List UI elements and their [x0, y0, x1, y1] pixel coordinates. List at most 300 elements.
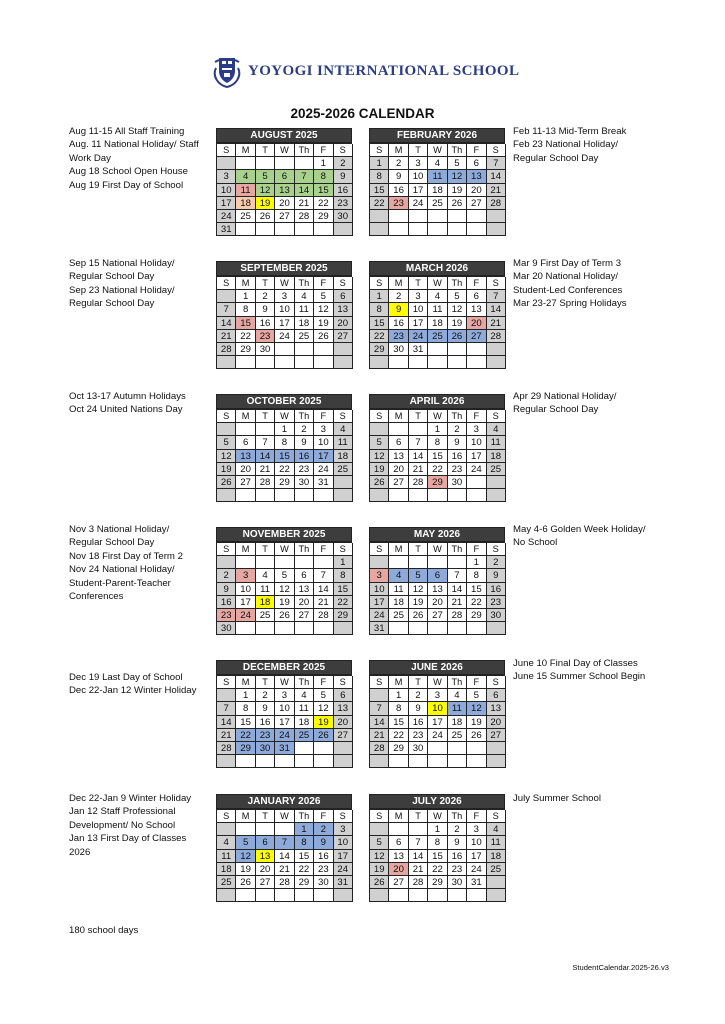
day-cell: 24 — [409, 330, 428, 343]
empty-cell — [275, 622, 294, 635]
empty-cell — [448, 489, 467, 502]
empty-cell — [370, 223, 389, 236]
day-cell: 30 — [217, 622, 236, 635]
day-cell: 27 — [467, 197, 486, 210]
day-cell: 17 — [217, 197, 236, 210]
day-cell: 10 — [467, 836, 486, 849]
day-cell: 17 — [314, 450, 333, 463]
empty-cell — [428, 489, 447, 502]
day-header: T — [409, 543, 428, 556]
empty-cell — [389, 489, 408, 502]
day-cell: 11 — [389, 583, 408, 596]
day-cell: 4 — [428, 157, 447, 170]
day-cell: 9 — [256, 303, 275, 316]
day-header: W — [428, 810, 447, 823]
day-cell: 5 — [236, 836, 255, 849]
day-cell: 25 — [295, 330, 314, 343]
day-cell: 23 — [334, 197, 353, 210]
day-cell: 25 — [428, 330, 447, 343]
empty-cell — [217, 157, 236, 170]
day-cell: 14 — [487, 303, 506, 316]
notes-may: May 4-6 Golden Week Holiday/ No School — [513, 524, 646, 549]
notes-december: Dec 19 Last Day of School Dec 22-Jan 12 Winter Holiday — [69, 672, 197, 697]
day-cell: 15 — [428, 850, 447, 863]
school-logo — [212, 54, 519, 88]
day-cell: 12 — [236, 850, 255, 863]
day-cell: 30 — [409, 742, 428, 755]
empty-cell — [295, 489, 314, 502]
empty-cell — [487, 476, 506, 489]
day-cell: 23 — [448, 463, 467, 476]
day-cell: 13 — [389, 850, 408, 863]
day-cell: 20 — [295, 596, 314, 609]
day-cell: 6 — [275, 170, 294, 183]
empty-cell — [409, 823, 428, 836]
empty-cell — [370, 423, 389, 436]
day-cell: 10 — [275, 702, 294, 715]
school-name: YOYOGI INTERNATIONAL SCHOOL — [248, 62, 520, 79]
day-cell: 14 — [217, 317, 236, 330]
month-grid — [369, 675, 505, 768]
day-cell: 23 — [389, 197, 408, 210]
day-header: Th — [448, 410, 467, 423]
day-cell: 7 — [409, 436, 428, 449]
day-cell: 10 — [370, 583, 389, 596]
day-cell: 6 — [428, 569, 447, 582]
empty-cell — [428, 356, 447, 369]
day-header: S — [334, 277, 353, 290]
day-cell: 27 — [236, 476, 255, 489]
empty-cell — [334, 742, 353, 755]
day-cell: 15 — [428, 450, 447, 463]
day-cell: 21 — [370, 729, 389, 742]
day-header: S — [217, 410, 236, 423]
empty-cell — [448, 356, 467, 369]
day-cell: 15 — [275, 450, 294, 463]
day-header: M — [236, 543, 255, 556]
day-cell: 13 — [256, 850, 275, 863]
month-title: MARCH 2026 — [369, 261, 505, 276]
day-header: M — [236, 277, 255, 290]
day-cell: 17 — [467, 450, 486, 463]
day-header: F — [314, 410, 333, 423]
month-grid — [369, 276, 505, 369]
empty-cell — [295, 343, 314, 356]
day-cell: 19 — [409, 596, 428, 609]
day-header: T — [409, 810, 428, 823]
empty-cell — [389, 622, 408, 635]
day-cell: 8 — [467, 569, 486, 582]
day-header: F — [314, 144, 333, 157]
day-cell: 24 — [428, 729, 447, 742]
day-header: F — [314, 543, 333, 556]
day-cell: 30 — [256, 742, 275, 755]
empty-cell — [275, 889, 294, 902]
empty-cell — [236, 223, 255, 236]
empty-cell — [409, 622, 428, 635]
day-header: W — [275, 676, 294, 689]
empty-cell — [409, 223, 428, 236]
day-cell: 9 — [334, 170, 353, 183]
day-cell: 15 — [389, 716, 408, 729]
day-cell: 22 — [428, 863, 447, 876]
day-cell: 7 — [448, 569, 467, 582]
day-cell: 21 — [256, 463, 275, 476]
day-header: F — [467, 543, 486, 556]
day-header: S — [370, 676, 389, 689]
day-header: Th — [448, 144, 467, 157]
empty-cell — [467, 210, 486, 223]
month-title: DECEMBER 2025 — [216, 660, 352, 675]
day-cell: 31 — [314, 476, 333, 489]
notes-january: Dec 22-Jan 9 Winter Holiday Jan 12 Staff Professional Development/ No School Jan 13 First Day of Classes 2026 — [69, 793, 192, 858]
day-cell: 18 — [236, 197, 255, 210]
day-cell: 20 — [334, 716, 353, 729]
day-cell: 28 — [487, 197, 506, 210]
day-cell: 3 — [467, 423, 486, 436]
month-title: NOVEMBER 2025 — [216, 527, 352, 542]
day-cell: 9 — [448, 836, 467, 849]
day-header: M — [389, 543, 408, 556]
empty-cell — [256, 356, 275, 369]
day-cell: 26 — [256, 210, 275, 223]
empty-cell — [487, 223, 506, 236]
day-cell: 23 — [409, 729, 428, 742]
day-cell: 16 — [448, 850, 467, 863]
day-cell: 10 — [467, 436, 486, 449]
empty-cell — [295, 223, 314, 236]
day-cell: 8 — [428, 836, 447, 849]
day-cell: 11 — [487, 836, 506, 849]
day-cell: 28 — [409, 476, 428, 489]
day-cell: 15 — [334, 583, 353, 596]
month-grid — [216, 675, 352, 768]
day-cell: 25 — [334, 463, 353, 476]
month-grid — [369, 143, 505, 236]
day-cell: 2 — [448, 423, 467, 436]
day-cell: 21 — [217, 330, 236, 343]
day-cell: 8 — [334, 569, 353, 582]
day-cell: 27 — [487, 729, 506, 742]
day-cell: 30 — [448, 876, 467, 889]
empty-cell — [448, 742, 467, 755]
empty-cell — [487, 489, 506, 502]
day-cell: 6 — [467, 157, 486, 170]
day-header: T — [409, 277, 428, 290]
month-title: SEPTEMBER 2025 — [216, 261, 352, 276]
day-cell: 28 — [217, 742, 236, 755]
day-header: Th — [448, 543, 467, 556]
day-cell: 14 — [487, 170, 506, 183]
month-june-2026 — [369, 660, 505, 768]
day-cell: 11 — [236, 184, 255, 197]
day-cell: 19 — [217, 463, 236, 476]
day-cell: 10 — [334, 836, 353, 849]
notes-august: Aug 11-15 All Staff Training Aug. 11 National Holiday/ Staff Work Day Aug 18 School Open House Aug 19 First Day of School — [69, 126, 199, 191]
day-header: Th — [295, 543, 314, 556]
empty-cell — [487, 889, 506, 902]
day-cell: 29 — [467, 609, 486, 622]
empty-cell — [370, 823, 389, 836]
day-header: W — [428, 676, 447, 689]
day-cell: 11 — [448, 702, 467, 715]
empty-cell — [487, 876, 506, 889]
month-title: AUGUST 2025 — [216, 128, 352, 143]
day-cell: 27 — [334, 729, 353, 742]
empty-cell — [236, 889, 255, 902]
day-header: T — [409, 144, 428, 157]
month-october-2025 — [216, 394, 352, 502]
day-cell: 1 — [467, 556, 486, 569]
day-cell: 12 — [370, 850, 389, 863]
empty-cell — [428, 742, 447, 755]
day-cell: 20 — [389, 463, 408, 476]
day-cell: 28 — [487, 330, 506, 343]
day-cell: 27 — [295, 609, 314, 622]
day-cell: 7 — [487, 157, 506, 170]
month-grid — [369, 542, 505, 635]
day-cell: 19 — [467, 716, 486, 729]
day-cell: 4 — [334, 423, 353, 436]
day-cell: 31 — [370, 622, 389, 635]
day-cell: 1 — [275, 423, 294, 436]
day-cell: 17 — [428, 716, 447, 729]
empty-cell — [389, 889, 408, 902]
day-cell: 11 — [256, 583, 275, 596]
day-cell: 9 — [314, 836, 333, 849]
day-cell: 5 — [448, 290, 467, 303]
day-cell: 3 — [217, 170, 236, 183]
day-cell: 14 — [409, 450, 428, 463]
day-cell: 19 — [448, 317, 467, 330]
month-august-2025 — [216, 128, 352, 236]
day-cell: 10 — [275, 303, 294, 316]
day-cell: 8 — [370, 170, 389, 183]
day-cell: 9 — [295, 436, 314, 449]
day-header: F — [467, 277, 486, 290]
day-cell: 17 — [334, 850, 353, 863]
empty-cell — [467, 476, 486, 489]
day-header: F — [467, 810, 486, 823]
day-cell: 22 — [370, 197, 389, 210]
day-header: Th — [295, 810, 314, 823]
empty-cell — [370, 356, 389, 369]
empty-cell — [334, 356, 353, 369]
day-cell: 5 — [217, 436, 236, 449]
day-header: S — [334, 410, 353, 423]
day-cell: 30 — [295, 476, 314, 489]
day-cell: 29 — [370, 343, 389, 356]
month-title: JANUARY 2026 — [216, 794, 352, 809]
empty-cell — [334, 889, 353, 902]
day-cell: 25 — [295, 729, 314, 742]
day-cell: 28 — [448, 609, 467, 622]
day-header: W — [428, 410, 447, 423]
day-cell: 19 — [448, 184, 467, 197]
day-cell: 31 — [275, 742, 294, 755]
day-cell: 22 — [389, 729, 408, 742]
day-cell: 5 — [467, 689, 486, 702]
day-cell: 6 — [334, 290, 353, 303]
empty-cell — [467, 755, 486, 768]
day-cell: 19 — [236, 863, 255, 876]
day-cell: 22 — [314, 197, 333, 210]
empty-cell — [409, 356, 428, 369]
day-cell: 17 — [275, 716, 294, 729]
day-cell: 21 — [487, 317, 506, 330]
day-cell: 7 — [256, 436, 275, 449]
empty-cell — [275, 556, 294, 569]
empty-cell — [428, 556, 447, 569]
empty-cell — [236, 622, 255, 635]
day-cell: 13 — [236, 450, 255, 463]
month-title: MAY 2026 — [369, 527, 505, 542]
day-header: F — [314, 676, 333, 689]
empty-cell — [389, 755, 408, 768]
empty-cell — [389, 423, 408, 436]
empty-cell — [295, 755, 314, 768]
notes-july: July Summer School — [513, 793, 601, 804]
day-header: T — [256, 144, 275, 157]
day-cell: 19 — [314, 716, 333, 729]
day-cell: 3 — [275, 689, 294, 702]
empty-cell — [217, 755, 236, 768]
day-cell: 1 — [334, 556, 353, 569]
day-cell: 5 — [370, 836, 389, 849]
day-cell: 22 — [236, 729, 255, 742]
school-crest-icon — [212, 54, 242, 88]
day-header: S — [487, 277, 506, 290]
day-cell: 6 — [295, 569, 314, 582]
day-cell: 11 — [334, 436, 353, 449]
empty-cell — [428, 755, 447, 768]
empty-cell — [256, 622, 275, 635]
day-cell: 1 — [370, 157, 389, 170]
empty-cell — [217, 356, 236, 369]
day-cell: 6 — [487, 689, 506, 702]
day-cell: 8 — [295, 836, 314, 849]
month-title: JUNE 2026 — [369, 660, 505, 675]
day-cell: 3 — [236, 569, 255, 582]
day-header: S — [334, 810, 353, 823]
empty-cell — [467, 622, 486, 635]
day-cell: 20 — [467, 317, 486, 330]
day-header: W — [275, 277, 294, 290]
day-header: Th — [295, 410, 314, 423]
day-header: T — [256, 410, 275, 423]
empty-cell — [467, 489, 486, 502]
empty-cell — [448, 622, 467, 635]
day-cell: 22 — [275, 463, 294, 476]
day-cell: 13 — [467, 303, 486, 316]
empty-cell — [334, 755, 353, 768]
day-cell: 2 — [389, 290, 408, 303]
day-cell: 2 — [217, 569, 236, 582]
day-cell: 14 — [256, 450, 275, 463]
day-header: W — [275, 810, 294, 823]
day-cell: 14 — [275, 850, 294, 863]
notes-june: June 10 Final Day of Classes June 15 Summer School Begin — [513, 658, 646, 683]
day-cell: 24 — [275, 729, 294, 742]
empty-cell — [448, 889, 467, 902]
month-january-2026 — [216, 794, 352, 902]
day-cell: 8 — [236, 702, 255, 715]
day-cell: 12 — [217, 450, 236, 463]
day-cell: 21 — [295, 197, 314, 210]
empty-cell — [295, 622, 314, 635]
day-cell: 16 — [448, 450, 467, 463]
day-cell: 14 — [409, 850, 428, 863]
day-cell: 6 — [334, 689, 353, 702]
month-december-2025 — [216, 660, 352, 768]
day-cell: 20 — [487, 716, 506, 729]
empty-cell — [448, 755, 467, 768]
empty-cell — [256, 489, 275, 502]
day-cell: 7 — [295, 170, 314, 183]
day-cell: 20 — [428, 596, 447, 609]
month-title: FEBRUARY 2026 — [369, 128, 505, 143]
empty-cell — [275, 157, 294, 170]
day-cell: 11 — [487, 436, 506, 449]
day-header: S — [334, 144, 353, 157]
day-cell: 4 — [295, 689, 314, 702]
day-cell: 13 — [487, 702, 506, 715]
day-header: W — [428, 277, 447, 290]
empty-cell — [448, 210, 467, 223]
empty-cell — [236, 356, 255, 369]
day-cell: 16 — [256, 317, 275, 330]
day-cell: 3 — [409, 290, 428, 303]
day-cell: 8 — [236, 303, 255, 316]
empty-cell — [217, 889, 236, 902]
day-cell: 4 — [487, 823, 506, 836]
day-cell: 8 — [314, 170, 333, 183]
day-cell: 2 — [334, 157, 353, 170]
day-cell: 14 — [314, 583, 333, 596]
day-cell: 1 — [295, 823, 314, 836]
empty-cell — [467, 356, 486, 369]
day-cell: 31 — [217, 223, 236, 236]
day-cell: 4 — [256, 569, 275, 582]
day-cell: 10 — [409, 303, 428, 316]
empty-cell — [334, 223, 353, 236]
day-cell: 20 — [389, 863, 408, 876]
day-cell: 21 — [217, 729, 236, 742]
day-header: F — [314, 277, 333, 290]
empty-cell — [256, 423, 275, 436]
day-cell: 23 — [389, 330, 408, 343]
day-cell: 15 — [370, 317, 389, 330]
empty-cell — [428, 889, 447, 902]
empty-cell — [448, 343, 467, 356]
day-cell: 27 — [334, 330, 353, 343]
empty-cell — [370, 489, 389, 502]
day-header: M — [236, 410, 255, 423]
day-cell: 30 — [487, 609, 506, 622]
day-header: T — [256, 277, 275, 290]
day-cell: 24 — [275, 330, 294, 343]
empty-cell — [217, 489, 236, 502]
day-cell: 24 — [467, 863, 486, 876]
day-cell: 19 — [314, 317, 333, 330]
day-cell: 22 — [295, 863, 314, 876]
day-cell: 24 — [217, 210, 236, 223]
day-cell: 9 — [217, 583, 236, 596]
day-cell: 29 — [295, 876, 314, 889]
day-header: S — [487, 676, 506, 689]
day-cell: 30 — [448, 476, 467, 489]
day-header: S — [487, 543, 506, 556]
